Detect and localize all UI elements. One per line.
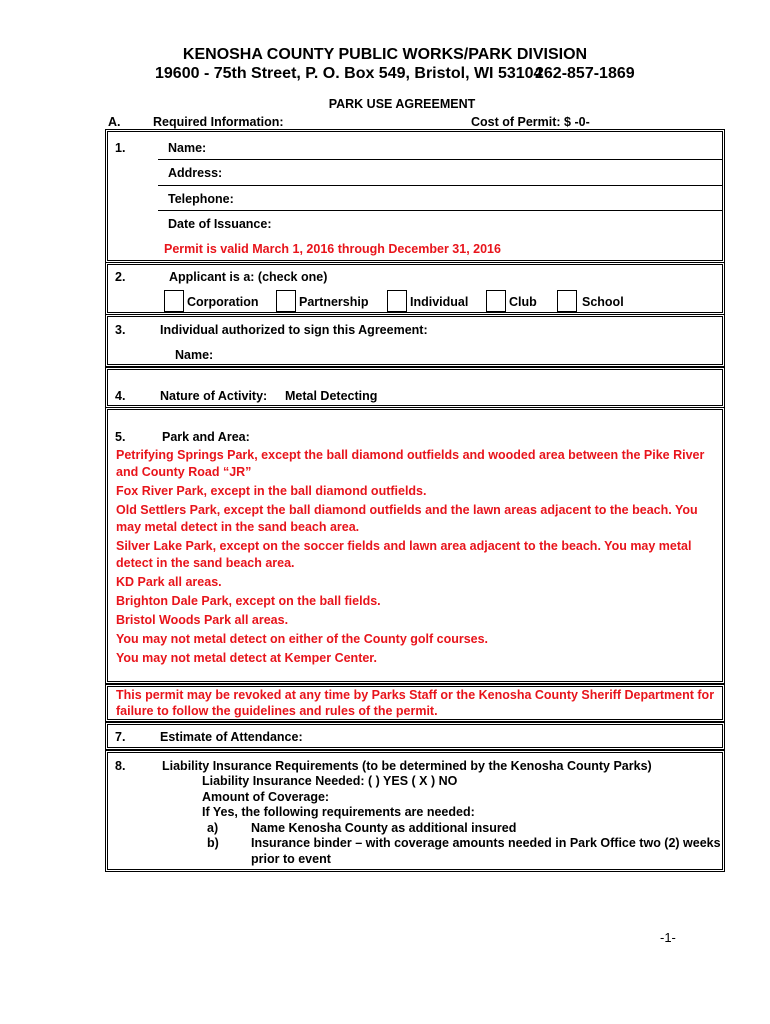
- section-2-box: [107, 264, 723, 313]
- requirement-a-text: Name Kenosha County as additional insured: [251, 821, 517, 835]
- page-number: -1-: [660, 930, 676, 945]
- telephone-label[interactable]: Telephone:: [168, 192, 234, 206]
- divider: [158, 159, 722, 160]
- address-label[interactable]: Address:: [168, 166, 223, 180]
- section-3-box: [107, 316, 723, 365]
- park-and-area-label: Park and Area:: [162, 430, 250, 444]
- section-4-box: [107, 369, 723, 406]
- org-address-line: [155, 65, 635, 83]
- park-rule: Fox River Park, except in the ball diamond outfields.: [116, 484, 427, 498]
- revoke-notice: This permit may be revoked at any time by Parks Staff or the Kenosha County Sheriff Department for failure to follow the guidelines and rules of the permit.: [116, 688, 715, 718]
- cost-of-permit: Cost of Permit: $ -0-: [471, 115, 590, 129]
- corporation-checkbox[interactable]: [164, 290, 184, 312]
- section-8-number: 8.: [115, 759, 126, 773]
- requirement-a-letter: a): [207, 821, 219, 835]
- park-rule: Bristol Woods Park all areas.: [116, 613, 289, 627]
- school-checkbox[interactable]: [557, 290, 577, 312]
- org-address: 19600 - 75th Street, P. O. Box 549, Bristol, WI 53104: [155, 65, 543, 82]
- section-1-number: 1.: [115, 141, 126, 155]
- section-a-letter: A.: [108, 115, 121, 129]
- partnership-label: Partnership: [299, 295, 369, 309]
- park-rule: You may not metal detect on either of the County golf courses.: [116, 632, 489, 646]
- divider: [158, 185, 722, 186]
- divider: [158, 210, 722, 211]
- section-1-box: [107, 131, 723, 261]
- liability-needed: Liability Insurance Needed: ( ) YES ( X ) NO: [202, 774, 458, 788]
- section-8-box: [107, 752, 723, 870]
- section-7-number: 7.: [115, 730, 126, 744]
- section-5-number: 5.: [115, 430, 126, 444]
- liability-label: Liability Insurance Requirements (to be determined by the Kenosha County Parks): [162, 759, 652, 773]
- requirement-b-letter: b): [207, 836, 219, 850]
- park-rule: Brighton Dale Park, except on the ball fields.: [116, 594, 381, 608]
- park-rule: Old Settlers Park, except the ball diamond outfields and the lawn areas adjacent to the beach. You may metal detect in the sand beach area.: [116, 503, 698, 534]
- org-name: KENOSHA COUNTY PUBLIC WORKS/PARK DIVISION: [182, 46, 588, 63]
- authorized-individual-label: Individual authorized to sign this Agreement:: [160, 323, 428, 337]
- club-label: Club: [509, 295, 537, 309]
- requirement-b-text: Insurance binder – with coverage amounts needed in Park Office two (2) weeks: [251, 836, 721, 850]
- section-4-number: 4.: [115, 389, 126, 403]
- nature-of-activity-label: Nature of Activity:: [160, 389, 268, 403]
- nature-of-activity-value: Metal Detecting: [285, 389, 378, 403]
- corporation-label: Corporation: [187, 295, 259, 309]
- section-7-box: [107, 724, 723, 748]
- org-phone: 262-857-1869: [535, 65, 635, 82]
- required-info-label: Required Information:: [153, 115, 284, 129]
- requirement-b-text-cont: prior to event: [251, 852, 331, 866]
- school-label: School: [582, 295, 624, 309]
- park-rule: Silver Lake Park, except on the soccer fields and lawn area adjacent to the beach. You may metal detect in the sand beach area.: [116, 539, 692, 570]
- if-yes-label: If Yes, the following requirements are needed:: [202, 805, 475, 819]
- section-2-number: 2.: [115, 270, 126, 284]
- park-rule: You may not metal detect at Kemper Center.: [116, 651, 377, 665]
- park-rule: Petrifying Springs Park, except the ball diamond outfields and wooded area between the Pike River and County Road “JR”: [116, 448, 705, 479]
- revoke-box: [107, 686, 723, 720]
- amount-of-coverage-label: Amount of Coverage:: [202, 790, 330, 804]
- permit-valid-text: Permit is valid March 1, 2016 through December 31, 2016: [164, 242, 501, 256]
- date-of-issuance-label[interactable]: Date of Issuance:: [168, 217, 272, 231]
- document-title: PARK USE AGREEMENT: [328, 97, 476, 111]
- club-checkbox[interactable]: [486, 290, 506, 312]
- applicant-type-label: Applicant is a: (check one): [169, 270, 328, 284]
- individual-label: Individual: [410, 295, 469, 309]
- partnership-checkbox[interactable]: [276, 290, 296, 312]
- estimate-attendance-label[interactable]: Estimate of Attendance:: [160, 730, 303, 744]
- authorized-name-label[interactable]: Name:: [175, 348, 214, 362]
- name-label[interactable]: Name:: [168, 141, 207, 155]
- section-3-number: 3.: [115, 323, 126, 337]
- section-5-box: [107, 409, 723, 682]
- park-rule: KD Park all areas.: [116, 575, 222, 589]
- individual-checkbox[interactable]: [387, 290, 407, 312]
- park-rules: [116, 447, 720, 667]
